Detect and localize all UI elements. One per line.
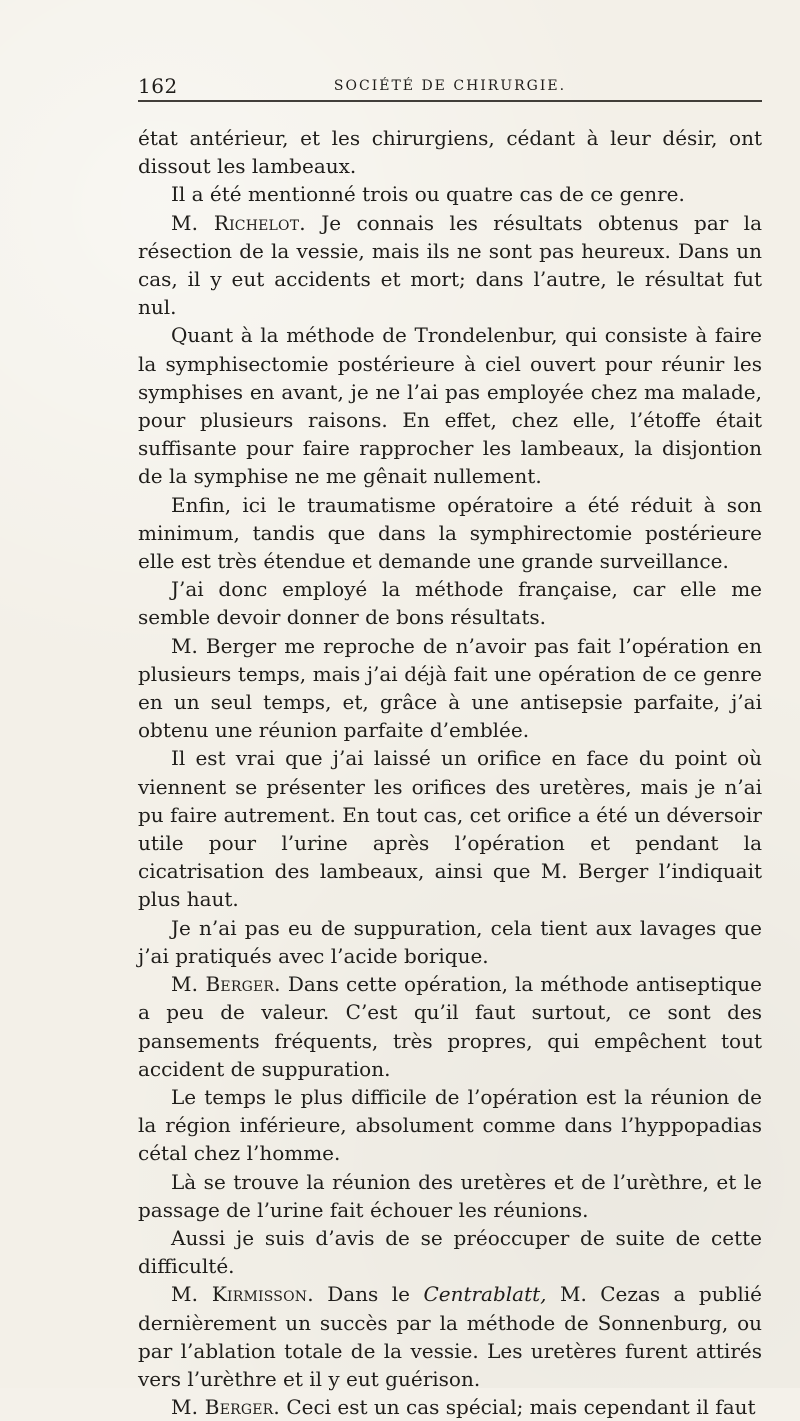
paragraph-14-text-after: M. Cezas a publié dernièrement un succès par la méthode de Sonnenburg, ou par l’ablation totale de la vessie. Les uretères furent attirés vers l’urèthre et il y eut guérison. [138, 1282, 763, 1391]
page-number: 162 [138, 74, 178, 98]
paragraph-10-text: Dans cette opération, la méthode antiseptique a peu de valeur. C’est qu’il faut surtout, ce sont des pansements fréquents, très propres, qui empêchent tout accident de suppuration. [138, 972, 763, 1081]
paragraph-11 [138, 1083, 762, 1168]
paragraph-8-text: Il est vrai que j’ai laissé un orifice en face du point où viennent se présenter les orifices des uretères, mais je n’ai pu faire autrement. En tout cas, cet orifice a été un déversoir utile pour l’urine après l’opération et pendant la cicatrisation des lambeaux, ainsi que M. Berger l’indiquait plus haut. [138, 746, 762, 912]
paragraph-15-text: Ceci est un cas spécial; mais cependant il faut [286, 1395, 756, 1420]
speaker-berger-1: M. Berger. [171, 972, 281, 997]
paragraph-12-text: Là se trouve la réunion des uretères et de l’urèthre, et le passage de l’urine fait échouer les réunions. [138, 1169, 762, 1222]
running-title: SOCIÉTÉ DE CHIRURGIE. [333, 78, 567, 94]
paragraph-13-text: Aussi je suis d’avis de se préoccuper de suite de cette difficulté. [138, 1225, 762, 1279]
paragraph-7-text: M. Berger me reproche de n’avoir pas fait l’opération en plusieurs temps, mais j’ai déjà fait une opération de ce genre en un seul temps, et, grâce à une antisepsie parfaite, j’ai obtenu une réunion parfaite d’emblée. [138, 633, 762, 743]
paragraph-3-text: Je connais les résultats obtenus par la résection de la vessie, mais ils ne sont pas heureux. Dans un cas, il y eut accidents et mort; dans l’autre, le résultat fut nul. [138, 210, 763, 320]
journal-title: Centrablatt, [423, 1282, 547, 1307]
paragraph-5-text: Enfin, ici le traumatisme opératoire a été réduit à son minimum, tandis que dans la symphirectomie postérieure elle est très étendue et demande une grande surveillance. [138, 492, 762, 574]
paragraph-8 [138, 744, 762, 913]
main-text [138, 124, 762, 1421]
paragraph-9 [138, 914, 762, 970]
paragraph-3 [138, 209, 762, 322]
paragraph-2-text: Il a été mentionné trois ou quatre cas de ce genre. [171, 182, 685, 207]
paragraph-13 [138, 1224, 762, 1280]
paragraph-1 [138, 124, 762, 180]
paragraph-12 [138, 1168, 762, 1224]
paragraph-1-text: état antérieur, et les chirurgiens, cédant à leur désir, ont dissout les lambeaux. [138, 126, 762, 179]
paragraph-9-text: Je n’ai pas eu de suppuration, cela tient aux lavages que j’ai pratiqués avec l’acide borique. [138, 915, 762, 968]
paragraph-10 [138, 970, 762, 1083]
paragraph-6 [138, 575, 762, 631]
paragraph-4-text: Quant à la méthode de Trondelenbur, qui consiste à faire la symphisectomie postérieure à ciel ouvert pour réunir les symphises en avant, je ne l’ai pas employée chez ma malade, pour plusieurs raisons. En effet, chez elle, l’étoffe était suffisante pour faire rapprocher les lambeaux, la disjontion de la symphise ne me gênait nullement. [138, 323, 762, 489]
speaker-richelot: M. Richelot. [171, 210, 306, 235]
paragraph-14 [138, 1280, 762, 1393]
paragraph-4 [138, 321, 762, 490]
paragraph-15 [138, 1393, 762, 1421]
paragraph-5 [138, 491, 762, 576]
header-rule [138, 100, 762, 102]
speaker-berger-2: M. Berger. [171, 1395, 280, 1420]
paragraph-7 [138, 632, 762, 745]
paragraph-6-text: J’ai donc employé la méthode française, car elle me semble devoir donner de bons résultats. [138, 577, 762, 630]
paragraph-11-text: Le temps le plus difficile de l’opération est la réunion de la région inférieure, absolument comme dans l’hyppopadias cétal chez l’homme. [138, 1084, 762, 1166]
paragraph-2 [138, 180, 762, 208]
speaker-kirmisson: M. Kirmisson. [171, 1282, 314, 1307]
paragraph-14-text-before: Dans le [327, 1282, 410, 1307]
